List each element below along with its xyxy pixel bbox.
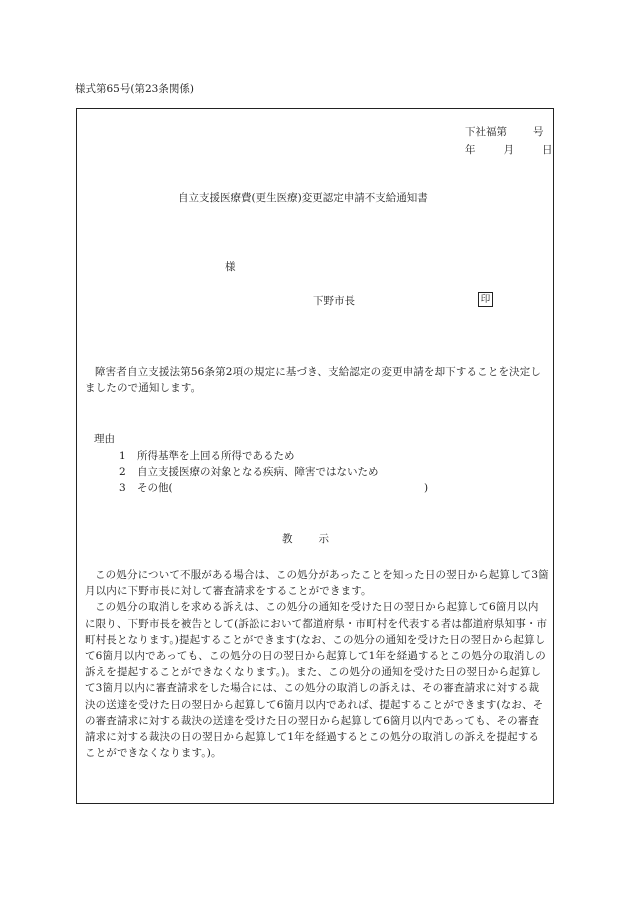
- document-title: 自立支援医療費(更生医療)変更認定申請不支給通知書: [178, 192, 428, 204]
- issuer-name: 下野市長: [313, 295, 355, 307]
- recipient-honorific: 様: [225, 261, 236, 273]
- document-number: [465, 127, 544, 138]
- notice-body: 障害者自立支援法第56条第2項の規定に基づき、支給認定の変更申請を却下することを決定しましたので通知します。: [85, 366, 542, 394]
- document-date: [465, 145, 553, 156]
- reason-number: 2: [119, 466, 126, 478]
- reason-text: 所得基準を上回る所得であるため: [137, 450, 295, 462]
- document-number-suffix: 号: [533, 126, 544, 138]
- reason-number: 1: [119, 450, 126, 462]
- reason-other-close-paren: ): [424, 482, 429, 494]
- document-number-prefix: 下社福第: [465, 126, 507, 138]
- instruction-heading: 教示: [282, 533, 355, 545]
- instruction-paragraph: この処分について不服がある場合は、この処分があったことを知った日の翌日から起算して3箇月以内に下野市長に対して審査請求をすることができます。: [85, 569, 549, 598]
- date-day: 日: [542, 144, 553, 156]
- instructions-body: [85, 567, 549, 761]
- reasons-heading: 理由: [94, 433, 115, 445]
- reason-text: その他(: [137, 482, 173, 494]
- date-month: 月: [503, 144, 514, 156]
- form-label: 様式第65号(第23条関係): [75, 83, 194, 95]
- reason-number: 3: [119, 482, 126, 494]
- instruction-paragraph: この処分の取消しを求める訴えは、この処分の通知を受けた日の翌日から起算して6箇月以内に限り、下野市長を被告として(訴訟において都道府県・市町村を代表する者は都道府県知事・市町村長となります。)提起することができます(なお、この処分の通知を受けた日の翌日から起算して6箇月以内であっても、この処分の日の翌日から起算して1年を経過するとこの処分の取消しの訴えを提起することができなくなります。)。また、この処分の通知を受けた日の翌日から起算して3箇月以内に審査請求をした場合には、この処分の取消しの訴えは、その審査請求に対する裁決の送達を受けた日の翌日から起算して6箇月以内であれば、提起することができます(なお、その審査請求に対する裁決の送達を受けた日の翌日から起算して6箇月以内であっても、その審査請求に対する裁決の日の翌日から起算して1年を経過するとこの処分の取消しの訴えを提起することができなくなります。)。: [85, 601, 548, 760]
- reason-text: 自立支援医療の対象となる疾病、障害ではないため: [137, 466, 379, 478]
- seal-mark: 印: [478, 292, 493, 307]
- date-year: 年: [465, 144, 476, 156]
